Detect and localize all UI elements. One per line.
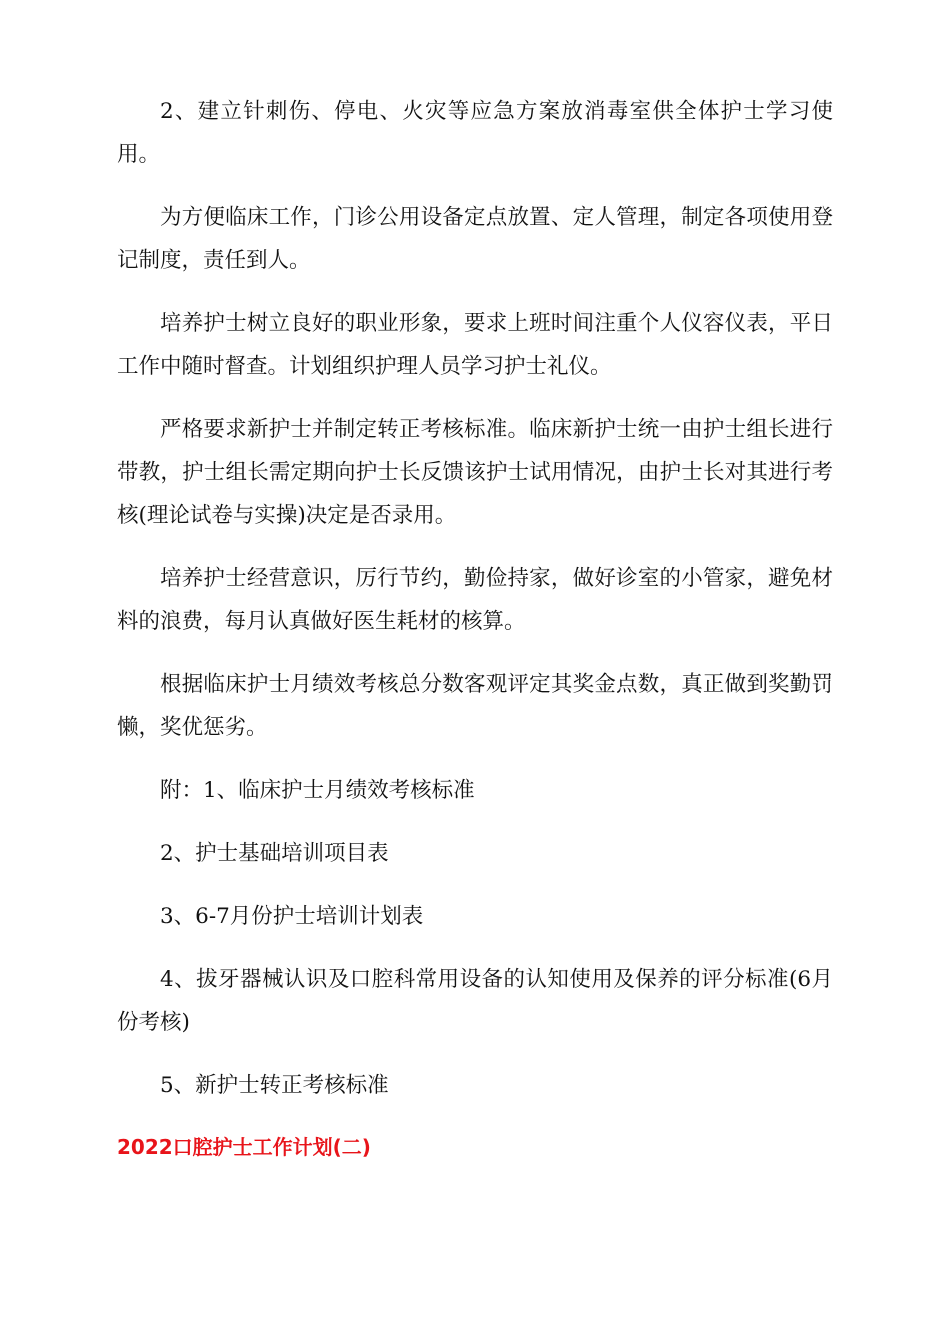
appendix-item-2: 2、护士基础培训项目表 (160, 841, 389, 866)
appendix-item-5: 5、新护士转正考核标准 (160, 1073, 389, 1098)
section-heading: 2022口腔护士工作计划(二) (117, 1135, 371, 1159)
paragraph-equipment-management: 为方便临床工作，门诊公用设备定点放置、定人管理，制定各项使用登记制度，责任到人。 (117, 205, 833, 273)
appendix-item-4: 4、拔牙器械认识及口腔科常用设备的认知使用及保养的评分标准(6月份考核) (117, 967, 833, 1035)
document-body (117, 90, 833, 1167)
appendix-item-3: 3、6-7月份护士培训计划表 (160, 904, 424, 929)
paragraph-cost-awareness: 培养护士经营意识，厉行节约，勤俭持家，做好诊室的小管家，避免材料的浪费，每月认真做好医生耗材的核算。 (117, 566, 833, 634)
paragraph-emergency-plan: 2、建立针刺伤、停电、火灾等应急方案放消毒室供全体护士学习使用。 (117, 99, 833, 167)
paragraph-professional-image: 培养护士树立良好的职业形象，要求上班时间注重个人仪容仪表，平日工作中随时督查。计划组织护理人员学习护士礼仪。 (117, 311, 833, 379)
paragraph-new-nurse-assessment: 严格要求新护士并制定转正考核标准。临床新护士统一由护士组长进行带教，护士组长需定期向护士长反馈该护士试用情况，由护士长对其进行考核(理论试卷与实操)决定是否录用。 (117, 417, 833, 528)
paragraph-performance-bonus: 根据临床护士月绩效考核总分数客观评定其奖金点数，真正做到奖勤罚懒，奖优惩劣。 (117, 672, 833, 740)
appendix-item-1: 附：1、临床护士月绩效考核标准 (160, 778, 475, 803)
